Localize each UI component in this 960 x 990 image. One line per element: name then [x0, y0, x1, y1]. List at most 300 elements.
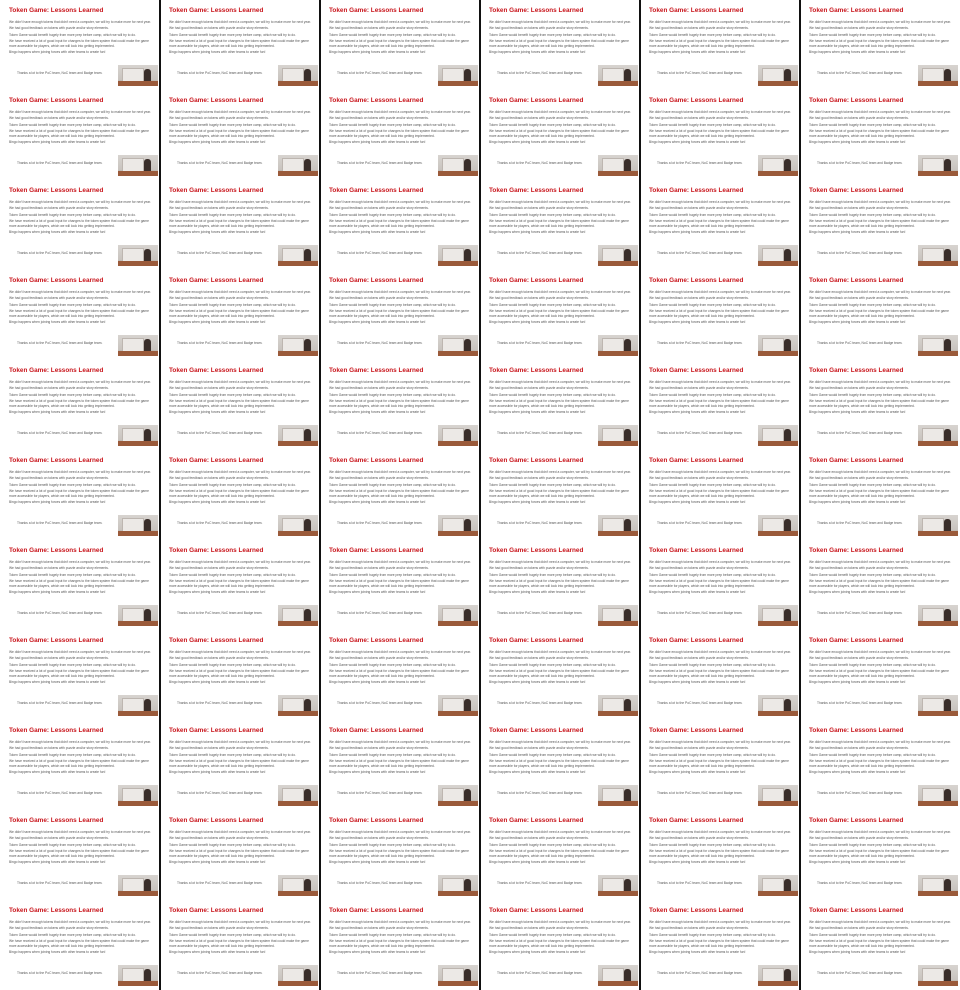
- slide-paragraph: We didn't have enough tokens that didn't need a computer, we will try to make more for next year.: [649, 920, 791, 924]
- slide-paragraph: We had good feedback on tokens with puzzle and/or story elements.: [169, 296, 269, 301]
- slide-thanks: Thanks a lot to the PoC team, NoC team and Badge team.: [497, 521, 583, 525]
- whiteboard-shape: [602, 518, 624, 532]
- slide-paragraph: Bingo happens when joining forces with other teams to create fun!: [9, 950, 106, 955]
- slide-thumbnail[interactable]: [640, 810, 800, 900]
- slide-thumbnail[interactable]: [0, 900, 160, 990]
- slide-thumbnail[interactable]: [480, 270, 640, 360]
- slide-paragraph: Token Game would benefit hugely from more prep before camp, which we will try to do.: [169, 662, 296, 667]
- slide-paragraph: Bingo happens when joining forces with other teams to create fun!: [9, 680, 106, 685]
- table-shape: [118, 621, 158, 626]
- whiteboard-shape: [442, 518, 464, 532]
- slide-thumbnail[interactable]: [320, 900, 480, 990]
- slide-paragraph: We have received a lot of good input for changes to the token system that could make the game more accessible for players, which we will look into getting implemented.: [649, 489, 789, 498]
- slide-paragraph: We had good feedback on tokens with puzzle and/or story elements.: [649, 26, 749, 31]
- whiteboard-shape: [442, 698, 464, 712]
- slide-paragraph: Bingo happens when joining forces with other teams to create fun!: [809, 50, 906, 55]
- slide-thanks: Thanks a lot to the PoC team, NoC team and Badge team.: [17, 701, 103, 705]
- slide-paragraph: Bingo happens when joining forces with other teams to create fun!: [649, 590, 746, 595]
- whiteboard-shape: [122, 518, 144, 532]
- slide-thumbnail[interactable]: [320, 90, 480, 180]
- slide-paragraph: Token Game would benefit hugely from more prep before camp, which we will try to do.: [649, 662, 776, 667]
- slide-thumbnail[interactable]: [160, 900, 320, 990]
- slide-thanks: Thanks a lot to the PoC team, NoC team and Badge team.: [177, 431, 263, 435]
- slide-thanks: Thanks a lot to the PoC team, NoC team and Badge team.: [17, 71, 103, 75]
- slide-thumbnail[interactable]: [160, 630, 320, 720]
- slide-thumbnail[interactable]: [0, 360, 160, 450]
- whiteboard-shape: [602, 698, 624, 712]
- slide-paragraph: Token Game would benefit hugely from more prep before camp, which we will try to do.: [489, 392, 616, 397]
- slide-thumbnail[interactable]: [800, 810, 960, 900]
- slide-thanks: Thanks a lot to the PoC team, NoC team and Badge team.: [657, 71, 743, 75]
- slide-paragraph: We didn't have enough tokens that didn't need a computer, we will try to make more for next year.: [169, 560, 311, 564]
- slide-title: Token Game: Lessons Learned: [809, 367, 904, 374]
- slide-thumbnail[interactable]: [800, 630, 960, 720]
- slide-paragraph: We didn't have enough tokens that didn't need a computer, we will try to make more for next year.: [809, 920, 951, 924]
- table-shape: [278, 441, 318, 446]
- slide-thumbnail[interactable]: [800, 540, 960, 630]
- slide-paragraph: Bingo happens when joining forces with other teams to create fun!: [649, 320, 746, 325]
- slide-thumbnail[interactable]: [640, 720, 800, 810]
- slide-title: Token Game: Lessons Learned: [489, 97, 584, 104]
- slide-thumbnail[interactable]: [480, 90, 640, 180]
- table-shape: [598, 621, 638, 626]
- slide-thumbnail[interactable]: [320, 810, 480, 900]
- slide-thumbnail[interactable]: [800, 360, 960, 450]
- slide-paragraph: We had good feedback on tokens with puzzle and/or story elements.: [169, 116, 269, 121]
- slide-paragraph: Bingo happens when joining forces with other teams to create fun!: [9, 770, 106, 775]
- slide-thumbnail[interactable]: [160, 720, 320, 810]
- slide-paragraph: We have received a lot of good input for changes to the token system that could make the game more accessible for players, which we will look into getting implemented.: [9, 849, 149, 858]
- slide-paragraph: We had good feedback on tokens with puzzle and/or story elements.: [649, 476, 749, 481]
- whiteboard-shape: [762, 518, 784, 532]
- slide-thumbnail[interactable]: [480, 0, 640, 90]
- slide-paragraph: Token Game would benefit hugely from more prep before camp, which we will try to do.: [329, 482, 456, 487]
- slide-title: Token Game: Lessons Learned: [809, 817, 904, 824]
- slide-paragraph: We have received a lot of good input for changes to the token system that could make the game more accessible for players, which we will look into getting implemented.: [169, 399, 309, 408]
- table-shape: [278, 711, 318, 716]
- slide-paragraph: We didn't have enough tokens that didn't need a computer, we will try to make more for next year.: [809, 200, 951, 204]
- table-shape: [598, 171, 638, 176]
- slide-thanks: Thanks a lot to the PoC team, NoC team and Badge team.: [817, 161, 903, 165]
- slide-thumbnail[interactable]: [800, 90, 960, 180]
- slide-paragraph: We have received a lot of good input for changes to the token system that could make the game more accessible for players, which we will look into getting implemented.: [329, 219, 469, 228]
- slide-thumbnail[interactable]: [160, 180, 320, 270]
- speaker-photo: [918, 965, 958, 986]
- slide-paragraph: We didn't have enough tokens that didn't need a computer, we will try to make more for next year.: [809, 470, 951, 474]
- table-shape: [438, 621, 478, 626]
- speaker-photo: [438, 515, 478, 536]
- slide-thumbnail[interactable]: [640, 270, 800, 360]
- whiteboard-shape: [602, 158, 624, 172]
- slide-thumbnail[interactable]: [0, 180, 160, 270]
- slide-paragraph: We didn't have enough tokens that didn't need a computer, we will try to make more for next year.: [809, 380, 951, 384]
- slide-title: Token Game: Lessons Learned: [169, 907, 264, 914]
- slide-thumbnail[interactable]: [0, 810, 160, 900]
- speaker-photo: [598, 605, 638, 626]
- slide-title: Token Game: Lessons Learned: [809, 97, 904, 104]
- slide-paragraph: Token Game would benefit hugely from more prep before camp, which we will try to do.: [809, 32, 936, 37]
- table-shape: [918, 531, 958, 536]
- slide-paragraph: We have received a lot of good input for changes to the token system that could make the game more accessible for players, which we will look into getting implemented.: [809, 399, 949, 408]
- slide-thumbnail[interactable]: [160, 0, 320, 90]
- slide-paragraph: We had good feedback on tokens with puzzle and/or story elements.: [649, 116, 749, 121]
- slide-paragraph: Bingo happens when joining forces with other teams to create fun!: [489, 50, 586, 55]
- column-divider: [799, 0, 801, 990]
- speaker-photo: [598, 785, 638, 806]
- slide-paragraph: Token Game would benefit hugely from more prep before camp, which we will try to do.: [9, 122, 136, 127]
- slide-paragraph: Token Game would benefit hugely from more prep before camp, which we will try to do.: [9, 482, 136, 487]
- slide-thumbnail[interactable]: [640, 90, 800, 180]
- whiteboard-shape: [122, 68, 144, 82]
- slide-paragraph: We have received a lot of good input for changes to the token system that could make the game more accessible for players, which we will look into getting implemented.: [809, 219, 949, 228]
- slide-thumbnail[interactable]: [640, 540, 800, 630]
- slide-thanks: Thanks a lot to the PoC team, NoC team and Badge team.: [657, 251, 743, 255]
- table-shape: [118, 801, 158, 806]
- slide-paragraph: Token Game would benefit hugely from more prep before camp, which we will try to do.: [329, 932, 456, 937]
- slide-paragraph: We had good feedback on tokens with puzzle and/or story elements.: [329, 926, 429, 931]
- speaker-photo: [758, 605, 798, 626]
- slide-thumbnail[interactable]: [0, 270, 160, 360]
- slide-paragraph: We had good feedback on tokens with puzzle and/or story elements.: [329, 386, 429, 391]
- slide-paragraph: Token Game would benefit hugely from more prep before camp, which we will try to do.: [489, 212, 616, 217]
- slide-title: Token Game: Lessons Learned: [9, 7, 104, 14]
- speaker-photo: [918, 605, 958, 626]
- slide-paragraph: We didn't have enough tokens that didn't need a computer, we will try to make more for next year.: [169, 20, 311, 24]
- speaker-photo: [118, 695, 158, 716]
- slide-thumbnail[interactable]: [480, 810, 640, 900]
- slide-paragraph: We didn't have enough tokens that didn't need a computer, we will try to make more for next year.: [329, 20, 471, 24]
- whiteboard-shape: [762, 698, 784, 712]
- whiteboard-shape: [442, 338, 464, 352]
- slide-paragraph: We have received a lot of good input for changes to the token system that could make the game more accessible for players, which we will look into getting implemented.: [489, 309, 629, 318]
- slide-paragraph: We had good feedback on tokens with puzzle and/or story elements.: [169, 746, 269, 751]
- slide-thumbnail[interactable]: [160, 360, 320, 450]
- slide-thumbnail[interactable]: [320, 450, 480, 540]
- slide-paragraph: Bingo happens when joining forces with other teams to create fun!: [329, 410, 426, 415]
- slide-paragraph: We didn't have enough tokens that didn't need a computer, we will try to make more for next year.: [329, 650, 471, 654]
- slide-thumbnail[interactable]: [320, 0, 480, 90]
- slide-paragraph: Bingo happens when joining forces with other teams to create fun!: [329, 950, 426, 955]
- slide-paragraph: We didn't have enough tokens that didn't need a computer, we will try to make more for next year.: [9, 110, 151, 114]
- slide-paragraph: Token Game would benefit hugely from more prep before camp, which we will try to do.: [649, 32, 776, 37]
- slide-thanks: Thanks a lot to the PoC team, NoC team and Badge team.: [337, 701, 423, 705]
- whiteboard-shape: [282, 338, 304, 352]
- slide-thanks: Thanks a lot to the PoC team, NoC team and Badge team.: [17, 971, 103, 975]
- slide-paragraph: We have received a lot of good input for changes to the token system that could make the game more accessible for players, which we will look into getting implemented.: [489, 489, 629, 498]
- whiteboard-shape: [762, 158, 784, 172]
- slide-thumbnail[interactable]: [640, 630, 800, 720]
- slide-title: Token Game: Lessons Learned: [329, 277, 424, 284]
- slide-paragraph: Bingo happens when joining forces with other teams to create fun!: [649, 680, 746, 685]
- speaker-photo: [758, 335, 798, 356]
- slide-paragraph: We have received a lot of good input for changes to the token system that could make the game more accessible for players, which we will look into getting implemented.: [809, 489, 949, 498]
- slide-thumbnail[interactable]: [320, 270, 480, 360]
- slide-thumbnail[interactable]: [800, 180, 960, 270]
- slide-title: Token Game: Lessons Learned: [329, 187, 424, 194]
- speaker-photo: [758, 785, 798, 806]
- slide-thumbnail[interactable]: [640, 360, 800, 450]
- table-shape: [758, 621, 798, 626]
- table-shape: [758, 981, 798, 986]
- slide-thanks: Thanks a lot to the PoC team, NoC team and Badge team.: [177, 161, 263, 165]
- slide-paragraph: Bingo happens when joining forces with other teams to create fun!: [169, 680, 266, 685]
- speaker-photo: [118, 605, 158, 626]
- slide-thanks: Thanks a lot to the PoC team, NoC team and Badge team.: [497, 791, 583, 795]
- slide-paragraph: Bingo happens when joining forces with other teams to create fun!: [169, 320, 266, 325]
- slide-paragraph: We didn't have enough tokens that didn't need a computer, we will try to make more for next year.: [649, 20, 791, 24]
- speaker-photo: [438, 785, 478, 806]
- table-shape: [278, 171, 318, 176]
- speaker-photo: [758, 155, 798, 176]
- column-divider: [319, 0, 321, 990]
- speaker-photo: [598, 515, 638, 536]
- slide-paragraph: Token Game would benefit hugely from more prep before camp, which we will try to do.: [649, 932, 776, 937]
- slide-paragraph: We had good feedback on tokens with puzzle and/or story elements.: [329, 26, 429, 31]
- slide-paragraph: We have received a lot of good input for changes to the token system that could make the game more accessible for players, which we will look into getting implemented.: [169, 849, 309, 858]
- slide-thumbnail[interactable]: [320, 630, 480, 720]
- slide-thanks: Thanks a lot to the PoC team, NoC team and Badge team.: [817, 341, 903, 345]
- slide-paragraph: We didn't have enough tokens that didn't need a computer, we will try to make more for next year.: [329, 380, 471, 384]
- speaker-photo: [118, 425, 158, 446]
- whiteboard-shape: [282, 158, 304, 172]
- table-shape: [118, 171, 158, 176]
- table-shape: [438, 531, 478, 536]
- slide-paragraph: We had good feedback on tokens with puzzle and/or story elements.: [9, 116, 109, 121]
- speaker-photo: [598, 425, 638, 446]
- slide-thumbnail[interactable]: [800, 900, 960, 990]
- speaker-photo: [598, 245, 638, 266]
- slide-paragraph: We have received a lot of good input for changes to the token system that could make the game more accessible for players, which we will look into getting implemented.: [809, 129, 949, 138]
- slide-thumbnail[interactable]: [800, 450, 960, 540]
- whiteboard-shape: [922, 338, 944, 352]
- slide-thumbnail[interactable]: [0, 630, 160, 720]
- slide-paragraph: Bingo happens when joining forces with other teams to create fun!: [9, 590, 106, 595]
- table-shape: [758, 801, 798, 806]
- table-shape: [278, 801, 318, 806]
- slide-thumbnail[interactable]: [160, 540, 320, 630]
- slide-title: Token Game: Lessons Learned: [9, 277, 104, 284]
- slide-title: Token Game: Lessons Learned: [329, 367, 424, 374]
- slide-thanks: Thanks a lot to the PoC team, NoC team and Badge team.: [497, 431, 583, 435]
- slide-paragraph: Token Game would benefit hugely from more prep before camp, which we will try to do.: [9, 752, 136, 757]
- slide-thanks: Thanks a lot to the PoC team, NoC team and Badge team.: [497, 341, 583, 345]
- slide-thanks: Thanks a lot to the PoC team, NoC team and Badge team.: [817, 521, 903, 525]
- slide-title: Token Game: Lessons Learned: [329, 637, 424, 644]
- slide-title: Token Game: Lessons Learned: [649, 727, 744, 734]
- table-shape: [598, 531, 638, 536]
- slide-paragraph: We didn't have enough tokens that didn't need a computer, we will try to make more for next year.: [329, 740, 471, 744]
- slide-paragraph: Token Game would benefit hugely from more prep before camp, which we will try to do.: [489, 32, 616, 37]
- slide-title: Token Game: Lessons Learned: [649, 907, 744, 914]
- table-shape: [278, 531, 318, 536]
- whiteboard-shape: [762, 608, 784, 622]
- slide-title: Token Game: Lessons Learned: [489, 817, 584, 824]
- slide-thumbnail[interactable]: [0, 720, 160, 810]
- slide-thumbnail[interactable]: [320, 360, 480, 450]
- slide-thumbnail[interactable]: [640, 0, 800, 90]
- slide-paragraph: We had good feedback on tokens with puzzle and/or story elements.: [649, 296, 749, 301]
- slide-thumbnail[interactable]: [480, 180, 640, 270]
- slide-thanks: Thanks a lot to the PoC team, NoC team and Badge team.: [817, 611, 903, 615]
- slide-thumbnail[interactable]: [480, 540, 640, 630]
- whiteboard-shape: [282, 518, 304, 532]
- slide-paragraph: We have received a lot of good input for changes to the token system that could make the game more accessible for players, which we will look into getting implemented.: [329, 39, 469, 48]
- slide-thumbnail[interactable]: [160, 270, 320, 360]
- slide-paragraph: We have received a lot of good input for changes to the token system that could make the game more accessible for players, which we will look into getting implemented.: [489, 129, 629, 138]
- slide-paragraph: We had good feedback on tokens with puzzle and/or story elements.: [489, 296, 589, 301]
- slide-title: Token Game: Lessons Learned: [169, 187, 264, 194]
- slide-paragraph: Bingo happens when joining forces with other teams to create fun!: [329, 860, 426, 865]
- slide-thumbnail[interactable]: [480, 360, 640, 450]
- slide-paragraph: We have received a lot of good input for changes to the token system that could make the game more accessible for players, which we will look into getting implemented.: [9, 309, 149, 318]
- slide-thumbnail[interactable]: [480, 630, 640, 720]
- slide-paragraph: Token Game would benefit hugely from more prep before camp, which we will try to do.: [169, 572, 296, 577]
- slide-title: Token Game: Lessons Learned: [809, 907, 904, 914]
- table-shape: [598, 261, 638, 266]
- slide-paragraph: We had good feedback on tokens with puzzle and/or story elements.: [9, 926, 109, 931]
- whiteboard-shape: [282, 248, 304, 262]
- slide-paragraph: We had good feedback on tokens with puzzle and/or story elements.: [329, 746, 429, 751]
- slide-title: Token Game: Lessons Learned: [649, 97, 744, 104]
- slide-paragraph: Token Game would benefit hugely from more prep before camp, which we will try to do.: [809, 212, 936, 217]
- slide-thumbnail[interactable]: [320, 180, 480, 270]
- slide-thumbnail[interactable]: [640, 180, 800, 270]
- slide-paragraph: We have received a lot of good input for changes to the token system that could make the game more accessible for players, which we will look into getting implemented.: [809, 849, 949, 858]
- slide-paragraph: We had good feedback on tokens with puzzle and/or story elements.: [329, 116, 429, 121]
- slide-paragraph: Token Game would benefit hugely from more prep before camp, which we will try to do.: [649, 212, 776, 217]
- table-shape: [918, 891, 958, 896]
- slide-paragraph: We didn't have enough tokens that didn't need a computer, we will try to make more for next year.: [329, 920, 471, 924]
- slide-paragraph: Token Game would benefit hugely from more prep before camp, which we will try to do.: [169, 212, 296, 217]
- slide-paragraph: Bingo happens when joining forces with other teams to create fun!: [649, 950, 746, 955]
- slide-thumbnail[interactable]: [0, 90, 160, 180]
- table-shape: [918, 711, 958, 716]
- whiteboard-shape: [602, 878, 624, 892]
- whiteboard-shape: [602, 428, 624, 442]
- slide-paragraph: Bingo happens when joining forces with other teams to create fun!: [9, 410, 106, 415]
- slide-thumbnail[interactable]: [0, 0, 160, 90]
- slide-paragraph: Bingo happens when joining forces with other teams to create fun!: [9, 140, 106, 145]
- slide-paragraph: Token Game would benefit hugely from more prep before camp, which we will try to do.: [489, 302, 616, 307]
- slide-paragraph: Bingo happens when joining forces with other teams to create fun!: [489, 140, 586, 145]
- slide-paragraph: We didn't have enough tokens that didn't need a computer, we will try to make more for next year.: [9, 290, 151, 294]
- slide-paragraph: We have received a lot of good input for changes to the token system that could make the game more accessible for players, which we will look into getting implemented.: [649, 669, 789, 678]
- slide-thumbnail[interactable]: [0, 450, 160, 540]
- whiteboard-shape: [442, 878, 464, 892]
- slide-thumbnail[interactable]: [320, 540, 480, 630]
- slide-paragraph: We didn't have enough tokens that didn't need a computer, we will try to make more for next year.: [809, 20, 951, 24]
- slide-paragraph: Bingo happens when joining forces with other teams to create fun!: [329, 320, 426, 325]
- slide-paragraph: We didn't have enough tokens that didn't need a computer, we will try to make more for next year.: [169, 200, 311, 204]
- slide-paragraph: Bingo happens when joining forces with other teams to create fun!: [9, 320, 106, 325]
- slide-thumbnail[interactable]: [640, 450, 800, 540]
- slide-paragraph: Token Game would benefit hugely from more prep before camp, which we will try to do.: [489, 752, 616, 757]
- table-shape: [598, 711, 638, 716]
- slide-paragraph: Token Game would benefit hugely from more prep before camp, which we will try to do.: [169, 392, 296, 397]
- slide-thumbnail[interactable]: [480, 450, 640, 540]
- speaker-photo: [438, 965, 478, 986]
- slide-thumbnail[interactable]: [800, 270, 960, 360]
- slide-thanks: Thanks a lot to the PoC team, NoC team and Badge team.: [657, 611, 743, 615]
- whiteboard-shape: [602, 968, 624, 982]
- slide-paragraph: We didn't have enough tokens that didn't need a computer, we will try to make more for next year.: [649, 740, 791, 744]
- slide-paragraph: We had good feedback on tokens with puzzle and/or story elements.: [9, 386, 109, 391]
- slide-paragraph: We have received a lot of good input for changes to the token system that could make the game more accessible for players, which we will look into getting implemented.: [649, 579, 789, 588]
- slide-thanks: Thanks a lot to the PoC team, NoC team and Badge team.: [657, 521, 743, 525]
- slide-thumbnail[interactable]: [160, 450, 320, 540]
- whiteboard-shape: [442, 68, 464, 82]
- slide-paragraph: We have received a lot of good input for changes to the token system that could make the game more accessible for players, which we will look into getting implemented.: [169, 129, 309, 138]
- slide-paragraph: We didn't have enough tokens that didn't need a computer, we will try to make more for next year.: [489, 560, 631, 564]
- slide-title: Token Game: Lessons Learned: [9, 637, 104, 644]
- slide-thumbnail[interactable]: [800, 0, 960, 90]
- slide-paragraph: We didn't have enough tokens that didn't need a computer, we will try to make more for next year.: [329, 470, 471, 474]
- speaker-photo: [438, 605, 478, 626]
- slide-paragraph: Bingo happens when joining forces with other teams to create fun!: [169, 590, 266, 595]
- slide-thumbnail[interactable]: [800, 720, 960, 810]
- slide-thanks: Thanks a lot to the PoC team, NoC team and Badge team.: [817, 701, 903, 705]
- table-shape: [918, 441, 958, 446]
- slide-title: Token Game: Lessons Learned: [329, 457, 424, 464]
- speaker-photo: [278, 425, 318, 446]
- slide-thumbnail[interactable]: [320, 720, 480, 810]
- slide-paragraph: Token Game would benefit hugely from more prep before camp, which we will try to do.: [169, 752, 296, 757]
- table-shape: [438, 801, 478, 806]
- slide-paragraph: We didn't have enough tokens that didn't need a computer, we will try to make more for next year.: [489, 740, 631, 744]
- whiteboard-shape: [442, 788, 464, 802]
- speaker-photo: [598, 335, 638, 356]
- slide-title: Token Game: Lessons Learned: [169, 817, 264, 824]
- table-shape: [598, 801, 638, 806]
- slide-thumbnail[interactable]: [160, 810, 320, 900]
- slide-paragraph: We have received a lot of good input for changes to the token system that could make the game more accessible for players, which we will look into getting implemented.: [809, 579, 949, 588]
- slide-title: Token Game: Lessons Learned: [169, 367, 264, 374]
- speaker-photo: [438, 65, 478, 86]
- slide-paragraph: Token Game would benefit hugely from more prep before camp, which we will try to do.: [809, 392, 936, 397]
- slide-title: Token Game: Lessons Learned: [9, 817, 104, 824]
- whiteboard-shape: [122, 158, 144, 172]
- slide-title: Token Game: Lessons Learned: [329, 907, 424, 914]
- slide-paragraph: Token Game would benefit hugely from more prep before camp, which we will try to do.: [649, 122, 776, 127]
- whiteboard-shape: [122, 608, 144, 622]
- slide-thumbnail[interactable]: [480, 900, 640, 990]
- whiteboard-shape: [922, 68, 944, 82]
- slide-title: Token Game: Lessons Learned: [649, 367, 744, 374]
- slide-paragraph: We didn't have enough tokens that didn't need a computer, we will try to make more for next year.: [169, 920, 311, 924]
- slide-paragraph: We have received a lot of good input for changes to the token system that could make the game more accessible for players, which we will look into getting implemented.: [169, 759, 309, 768]
- slide-title: Token Game: Lessons Learned: [809, 7, 904, 14]
- slide-thumbnail[interactable]: [640, 900, 800, 990]
- slide-thumbnail[interactable]: [480, 720, 640, 810]
- slide-thumbnail[interactable]: [0, 540, 160, 630]
- slide-paragraph: We have received a lot of good input for changes to the token system that could make the game more accessible for players, which we will look into getting implemented.: [809, 309, 949, 318]
- slide-paragraph: Bingo happens when joining forces with other teams to create fun!: [809, 950, 906, 955]
- slide-paragraph: We didn't have enough tokens that didn't need a computer, we will try to make more for next year.: [329, 560, 471, 564]
- slide-paragraph: Token Game would benefit hugely from more prep before camp, which we will try to do.: [169, 122, 296, 127]
- speaker-photo: [278, 335, 318, 356]
- whiteboard-shape: [602, 68, 624, 82]
- speaker-photo: [118, 335, 158, 356]
- speaker-photo: [918, 425, 958, 446]
- slide-paragraph: Token Game would benefit hugely from more prep before camp, which we will try to do.: [329, 392, 456, 397]
- slide-paragraph: Bingo happens when joining forces with other teams to create fun!: [489, 320, 586, 325]
- slide-title: Token Game: Lessons Learned: [329, 547, 424, 554]
- slide-thumbnail[interactable]: [160, 90, 320, 180]
- table-shape: [758, 351, 798, 356]
- speaker-photo: [278, 875, 318, 896]
- slide-paragraph: We have received a lot of good input for changes to the token system that could make the game more accessible for players, which we will look into getting implemented.: [169, 489, 309, 498]
- slide-paragraph: We had good feedback on tokens with puzzle and/or story elements.: [9, 296, 109, 301]
